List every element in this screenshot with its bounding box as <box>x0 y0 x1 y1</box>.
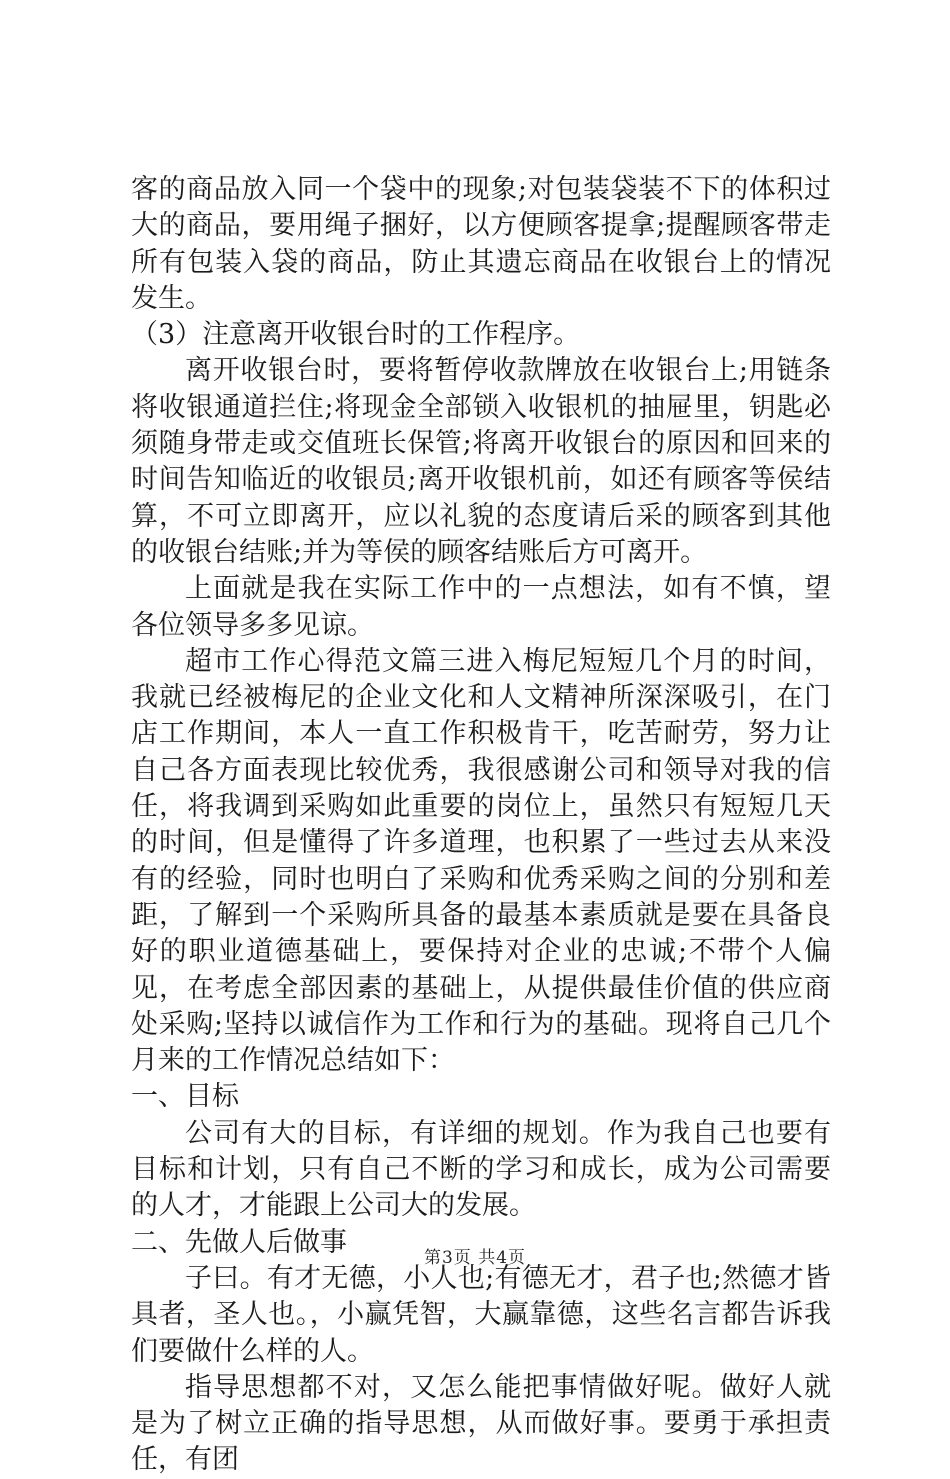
paragraph-guiding-thought: 指导思想都不对，又怎么能把事情做好呢。做好人就是为了树立正确的指导思想，从而做好事。要勇于承担责任，有团 <box>131 1371 831 1476</box>
heading-person-first: 二、先做人后做事 <box>131 1226 347 1258</box>
document-body <box>131 172 831 1479</box>
paragraph-continuation: 客的商品放入同一个袋中的现象;对包装袋装不下的体积过大的商品，要用绳子捆好，以方便顾客提拿;提醒顾客带走所有包装入袋的商品，防止其遗忘商品在收银台上的情况发生。 <box>131 174 831 314</box>
heading-goal: 一、目标 <box>131 1081 239 1113</box>
paragraph-quote: 子曰。有才无德，小人也;有德无才，君子也;然德才皆具者，圣人也。，小赢凭智，大赢靠德，这些名言都告诉我们要做什么样的人。 <box>131 1262 831 1367</box>
section-heading-3: （3）注意离开收银台时的工作程序。 <box>131 319 581 351</box>
paragraph-closing-remark: 上面就是我在实际工作中的一点想法，如有不慎，望各位领导多多见谅。 <box>131 573 831 641</box>
page-number-footer: 第3页 共4页 <box>423 1248 527 1268</box>
paragraph-goal: 公司有大的目标，有详细的规划。作为我自己也要有目标和计划，只有自己不断的学习和成长，成为公司需要的人才，才能跟上公司大的发展。 <box>131 1117 831 1222</box>
paragraph-leaving-register: 离开收银台时，要将暂停收款牌放在收银台上;用链条将收银通道拦住;将现金全部锁入收银机的抽屉里，钥匙必须随身带走或交值班长保管;将离开收银台的原因和回来的时间告知临近的收银员;离开收银机前，如还有顾客等侯结算，不可立即离开，应以礼貌的态度请后采的顾客到其他的收银台结账;并为等侯的顾客结账后方可离开。 <box>131 355 831 568</box>
paragraph-essay-three: 超市工作心得范文篇三进入梅尼短短几个月的时间，我就已经被梅尼的企业文化和人文精神所深深吸引，在门店工作期间，本人一直工作积极肯干，吃苦耐劳，努力让自己各方面表现比较优秀，我很感谢公司和领导对我的信任，将我调到采购如此重要的岗位上，虽然只有短短几天的时间，但是懂得了许多道理，也积累了一些过去从来没有的经验，同时也明白了采购和优秀采购之间的分别和差距，了解到一个采购所具备的最基本素质就是要在具备良好的职业道德基础上，要保持对企业的忠诚;不带个人偏见，在考虑全部因素的基础上，从提供最佳价值的供应商处采购;坚持以诚信作为工作和行为的基础。现将自己几个月来的工作情况总结如下： <box>131 645 831 1077</box>
